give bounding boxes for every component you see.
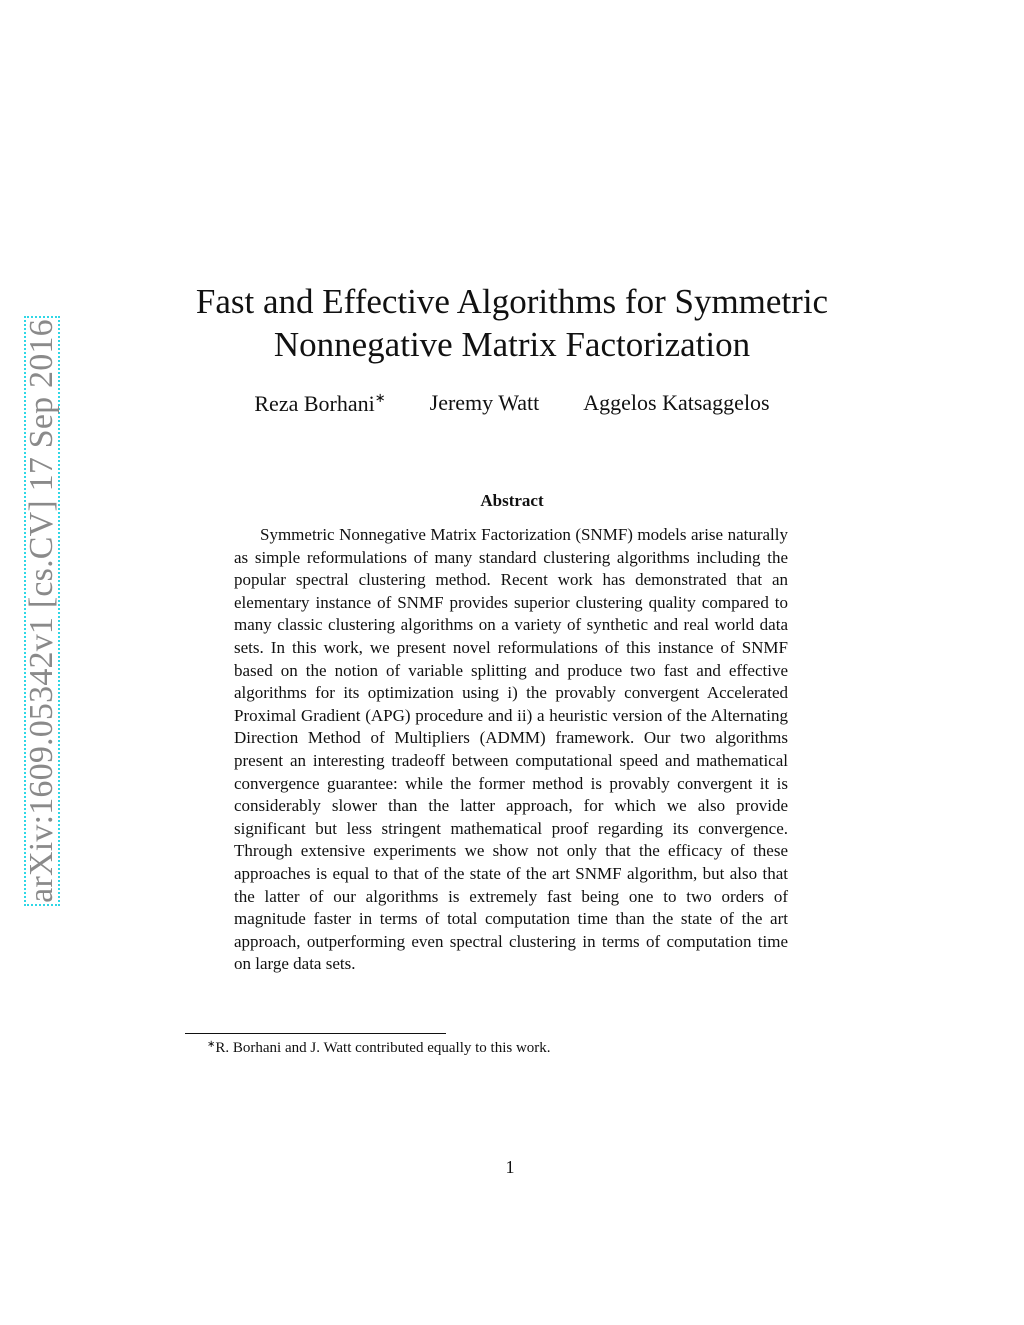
author: Jeremy Watt <box>429 390 540 415</box>
abstract-heading: Abstract <box>480 491 544 510</box>
footnote-marker: ∗ <box>374 390 386 405</box>
title-line-2: Nonnegative Matrix Factorization <box>273 325 751 364</box>
author: Reza Borhani∗ <box>254 390 386 416</box>
arxiv-identifier[interactable]: arXiv:1609.05342v1 [cs.CV] 17 Sep 2016 <box>23 319 60 903</box>
footnote-marker: ∗ <box>207 1039 216 1050</box>
footnote: ∗R. Borhani and J. Watt contributed equally to this work. <box>207 1039 551 1056</box>
author: Aggelos Katsaggelos <box>583 390 770 415</box>
abstract-body: Symmetric Nonnegative Matrix Factorization (SNMF) models arise naturally as simple reformulations of many standard clustering algorithms including the popular spectral clustering method. Recent work has demonstrated that an elementary instance of SNMF provides superior clustering quality compared to many classic clustering algorithms on a variety of synthetic and real world data sets. In this work, we present novel reformulations of this instance of SNMF based on the notion of variable splitting and produce two fast and effective algorithms for its optimization using i) the provably convergent Accelerated Proximal Gradient (APG) procedure and ii) a heuristic version of the Alternating Direction Method of Multipliers (ADMM) framework. Our two algorithms present an interesting tradeoff between computational speed and mathematical convergence guarantee: while the former method is provably convergent it is considerably slower than the latter approach, for which we also provide significant but less stringent mathematical proof regarding its convergence. Through extensive experiments we show not only that the efficacy of these approaches is equal to that of the state of the art SNMF algorithm, but also that the latter of our algorithms is extremely fast being one to two orders of magnitude faster in terms of total computation time than the state of the art approach, outperforming even spectral clustering in terms of computation time on large data sets. <box>234 525 788 974</box>
title-line-1: Fast and Effective Algorithms for Symmetric <box>195 282 829 321</box>
page-number: 1 <box>505 1157 515 1177</box>
author-list <box>150 390 874 417</box>
footnote-divider <box>185 1033 446 1034</box>
paper-title <box>150 280 874 366</box>
